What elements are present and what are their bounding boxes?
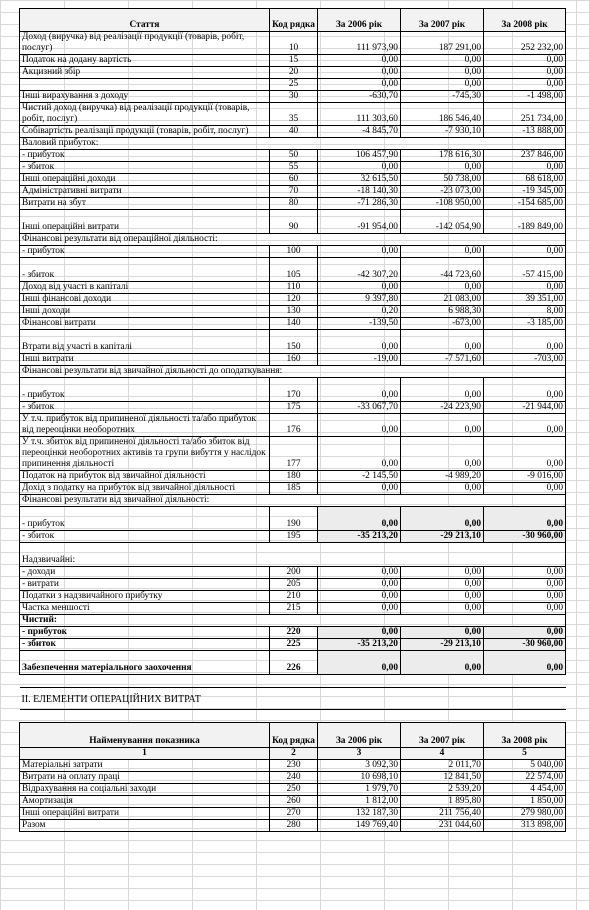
table1-value-2007: 178 616,30 bbox=[401, 150, 484, 162]
table1-row bbox=[20, 531, 566, 543]
table1-value-2006: 0,20 bbox=[318, 306, 401, 318]
table1-label: Адміністративні витрати bbox=[20, 186, 270, 198]
table1-code: 30 bbox=[270, 91, 318, 103]
table1-value-2007: -4 989,20 bbox=[401, 471, 484, 483]
table1-value-2007: 0,00 bbox=[401, 67, 484, 79]
table1-value-2007: -745,30 bbox=[401, 91, 484, 103]
table1-value-2008: 0,00 bbox=[484, 437, 566, 471]
table2-code: 250 bbox=[270, 784, 318, 796]
table1-value-2008: 0,00 bbox=[484, 507, 566, 531]
table1-value-2007: -7 930,10 bbox=[401, 126, 484, 138]
table1-label: Акцизний збір bbox=[20, 67, 270, 79]
table1-code: 35 bbox=[270, 103, 318, 126]
table1-label: Забезпечення матеріального заохочення bbox=[20, 651, 270, 675]
table2-value-2007: 231 044,60 bbox=[401, 820, 484, 832]
table1-value-2006: 9 397,80 bbox=[318, 294, 401, 306]
table1-label: Дохід з податку на прибуток від звичайної діяльності bbox=[20, 483, 270, 495]
table1-code: 50 bbox=[270, 150, 318, 162]
table1-code: 105 bbox=[270, 258, 318, 282]
table2-header-cell: Код рядка bbox=[270, 723, 318, 748]
table1-value-2008: 0,00 bbox=[484, 414, 566, 437]
table1-value-2006: -35 213,20 bbox=[318, 639, 401, 651]
table1-value-2008: 0,00 bbox=[484, 55, 566, 67]
table1-value-2006: -2 145,50 bbox=[318, 471, 401, 483]
table1-label: Витрати на збут bbox=[20, 198, 270, 210]
table1-value-2007: 6 988,30 bbox=[401, 306, 484, 318]
section2-title: II. ЕЛЕМЕНТИ ОПЕРАЦІЙНИХ ВИТРАТ bbox=[21, 694, 201, 705]
table2-number-row bbox=[20, 748, 566, 760]
table1-value-2006: 0,00 bbox=[318, 246, 401, 258]
spacer-cell bbox=[318, 710, 401, 723]
table1-code: 15 bbox=[270, 55, 318, 67]
table1-value-2008: 237 846,00 bbox=[484, 150, 566, 162]
table1-row bbox=[20, 543, 566, 567]
table1-value-2008: -19 345,00 bbox=[484, 186, 566, 198]
table1-label: Інші операційні витрати bbox=[20, 210, 270, 234]
table2-label: Витрати на оплату праці bbox=[20, 772, 270, 784]
table1-code: 176 bbox=[270, 414, 318, 437]
table1-label: - прибуток bbox=[20, 627, 270, 639]
table1-code: 205 bbox=[270, 579, 318, 591]
table2-column-number: 3 bbox=[318, 748, 401, 760]
table1-value-2006: 106 457,90 bbox=[318, 150, 401, 162]
table1-header-cell: За 2008 рік bbox=[484, 9, 566, 32]
table1-label: - прибуток bbox=[20, 246, 270, 258]
table1-row bbox=[20, 354, 566, 366]
table1-value-2006: -18 140,30 bbox=[318, 186, 401, 198]
table2-value-2008: 1 850,00 bbox=[484, 796, 566, 808]
table1-value-2006: 0,00 bbox=[318, 603, 401, 615]
table2-column-number: 5 bbox=[484, 748, 566, 760]
table1-value-2007: 21 083,00 bbox=[401, 294, 484, 306]
table1-value-2006: 0,00 bbox=[318, 437, 401, 471]
table1-value-2008: 8,00 bbox=[484, 306, 566, 318]
table1-row bbox=[20, 507, 566, 531]
table1-label: Інші фінансові доходи bbox=[20, 294, 270, 306]
table2-row bbox=[20, 796, 566, 808]
spacer-cell bbox=[270, 675, 318, 688]
spacer-cell bbox=[401, 675, 484, 688]
table2-column-number: 1 bbox=[20, 748, 270, 760]
table2-value-2006: 132 187,30 bbox=[318, 808, 401, 820]
table1-value-2008: -3 185,00 bbox=[484, 318, 566, 330]
table1-value-2006: -630,70 bbox=[318, 91, 401, 103]
table1-value-2007: 0,00 bbox=[401, 591, 484, 603]
table1-code: 190 bbox=[270, 507, 318, 531]
table2-row bbox=[20, 760, 566, 772]
table2-value-2008: 4 454,00 bbox=[484, 784, 566, 796]
table1-value-2008: -9 016,00 bbox=[484, 471, 566, 483]
table1-row bbox=[20, 174, 566, 186]
table1-value-2007: 0,00 bbox=[401, 651, 484, 675]
table1-value-2008: 0,00 bbox=[484, 162, 566, 174]
table1-value-2008: -13 888,00 bbox=[484, 126, 566, 138]
table1-value-2007: 0,00 bbox=[401, 437, 484, 471]
spacer-cell bbox=[20, 675, 270, 688]
table1-row bbox=[20, 318, 566, 330]
spacer-cell bbox=[20, 710, 270, 723]
table1-value-2006: 0,00 bbox=[318, 483, 401, 495]
table2-row bbox=[20, 808, 566, 820]
table1-code: 55 bbox=[270, 162, 318, 174]
table1-code: 110 bbox=[270, 282, 318, 294]
table1-value-2008: 251 734,00 bbox=[484, 103, 566, 126]
table1-value-2008: 0,00 bbox=[484, 246, 566, 258]
table1-code: 150 bbox=[270, 330, 318, 354]
table2-label: Амортизація bbox=[20, 796, 270, 808]
table1-label: Доход (виручка) від реалізації продукції (товарів, робіт, послуг) bbox=[20, 32, 270, 55]
table1-code: 90 bbox=[270, 210, 318, 234]
table1-code: 175 bbox=[270, 402, 318, 414]
table2-label: Разом bbox=[20, 820, 270, 832]
table1-value-2006: 0,00 bbox=[318, 651, 401, 675]
table1-code: 226 bbox=[270, 651, 318, 675]
table1-code: 80 bbox=[270, 198, 318, 210]
table1-label bbox=[20, 79, 270, 91]
table1-label: - збиток bbox=[20, 162, 270, 174]
table2-code: 230 bbox=[270, 760, 318, 772]
table2-label: Відрахування на соціальні заходи bbox=[20, 784, 270, 796]
financial-report-table bbox=[19, 8, 566, 832]
table1-value-2006: 0,00 bbox=[318, 55, 401, 67]
table1-row bbox=[20, 282, 566, 294]
table1-row bbox=[20, 414, 566, 437]
table1-value-2006: 0,00 bbox=[318, 67, 401, 79]
table1-label: Частка меншості bbox=[20, 603, 270, 615]
table1-row bbox=[20, 294, 566, 306]
table1-value-2007: -23 073,00 bbox=[401, 186, 484, 198]
table1-value-2008: -21 944,00 bbox=[484, 402, 566, 414]
table1-row bbox=[20, 366, 566, 378]
table1-value-2006: 0,00 bbox=[318, 627, 401, 639]
table1-row bbox=[20, 162, 566, 174]
table1-row bbox=[20, 150, 566, 162]
table1-value-2008: 0,00 bbox=[484, 579, 566, 591]
table1-value-2006: 0,00 bbox=[318, 507, 401, 531]
table1-value-2008: 0,00 bbox=[484, 67, 566, 79]
table1-row bbox=[20, 198, 566, 210]
table1-label: - прибуток bbox=[20, 378, 270, 402]
table1-value-2007: 50 738,00 bbox=[401, 174, 484, 186]
table1-label: Інші вирахування з доходу bbox=[20, 91, 270, 103]
table1-row bbox=[20, 639, 566, 651]
table1-row bbox=[20, 186, 566, 198]
table1-label: Податок на прибуток від звичайної діяльності bbox=[20, 471, 270, 483]
table1-value-2006: 0,00 bbox=[318, 162, 401, 174]
table1-label: Чистий доход (виручка) від реалізації продукції (товарів, робіт, послуг) bbox=[20, 103, 270, 126]
table1-value-2008: -57 415,00 bbox=[484, 258, 566, 282]
table1-value-2006: 0,00 bbox=[318, 330, 401, 354]
table1-value-2008: -154 685,00 bbox=[484, 198, 566, 210]
table1-label: У т.ч. збиток від припиненої діяльності та/або збиток від переоцінки необоротних активів та групи вибуття у наслідок припинення діяльності bbox=[20, 437, 270, 471]
table1-value-2007: -7 571,60 bbox=[401, 354, 484, 366]
table1-value-2006: 0,00 bbox=[318, 579, 401, 591]
table1-value-2007: 0,00 bbox=[401, 55, 484, 67]
table2-label: Матеріальні затрати bbox=[20, 760, 270, 772]
table1-code: 210 bbox=[270, 591, 318, 603]
table2-header-cell: За 2006 рік bbox=[318, 723, 401, 748]
table1-row bbox=[20, 603, 566, 615]
table1-value-2008: 0,00 bbox=[484, 651, 566, 675]
table1-value-2007: -108 950,00 bbox=[401, 198, 484, 210]
table1-label: - доходи bbox=[20, 567, 270, 579]
table1-row bbox=[20, 234, 566, 246]
table1-value-2008: 252 232,00 bbox=[484, 32, 566, 55]
table2-value-2008: 279 980,00 bbox=[484, 808, 566, 820]
table1-value-2007: -29 213,10 bbox=[401, 531, 484, 543]
table1-value-2008: 0,00 bbox=[484, 282, 566, 294]
table1-value-2007: 0,00 bbox=[401, 330, 484, 354]
table1-code: 60 bbox=[270, 174, 318, 186]
table2-header-cell: За 2008 рік bbox=[484, 723, 566, 748]
table2-value-2008: 22 574,00 bbox=[484, 772, 566, 784]
table1-code: 225 bbox=[270, 639, 318, 651]
table1-value-2008: 0,00 bbox=[484, 483, 566, 495]
table1-label: Фінансові витрати bbox=[20, 318, 270, 330]
table1-label: Інші доходи bbox=[20, 306, 270, 318]
table1-value-2007: -24 223,90 bbox=[401, 402, 484, 414]
spacer-cell bbox=[484, 710, 566, 723]
table1-value-2008: 0,00 bbox=[484, 330, 566, 354]
table1-label: Доход від участі в капіталі bbox=[20, 282, 270, 294]
table1-value-2007: 0,00 bbox=[401, 414, 484, 437]
table1-section-label: Фінансові результати від звичайної діяльності до оподаткування: bbox=[20, 366, 566, 378]
table1-row bbox=[20, 591, 566, 603]
table2-code: 240 bbox=[270, 772, 318, 784]
table1-row bbox=[20, 306, 566, 318]
table1-label: - збиток bbox=[20, 531, 270, 543]
table1-value-2008: 0,00 bbox=[484, 567, 566, 579]
table1-code: 215 bbox=[270, 603, 318, 615]
table1-row bbox=[20, 579, 566, 591]
table1-row bbox=[20, 55, 566, 67]
table1-value-2006: -4 845,70 bbox=[318, 126, 401, 138]
table1-label: У т.ч. прибуток від припиненої діяльності та/або прибуток від переоцінки необоротних bbox=[20, 414, 270, 437]
table1-value-2006: 0,00 bbox=[318, 591, 401, 603]
table1-value-2006: 111 973,90 bbox=[318, 32, 401, 55]
table1-section-label: Фінансові результати від операційної діяльності: bbox=[20, 234, 566, 246]
table1-value-2006: 0,00 bbox=[318, 567, 401, 579]
table1-value-2007: -29 213,10 bbox=[401, 639, 484, 651]
table1-row bbox=[20, 258, 566, 282]
table1-value-2008: 0,00 bbox=[484, 627, 566, 639]
table1-code: 70 bbox=[270, 186, 318, 198]
spacer-row bbox=[20, 675, 566, 688]
table1-code: 185 bbox=[270, 483, 318, 495]
table1-value-2008: -189 849,00 bbox=[484, 210, 566, 234]
table1-row bbox=[20, 402, 566, 414]
table1-header-cell: Стаття bbox=[20, 9, 270, 32]
table2-value-2008: 5 040,00 bbox=[484, 760, 566, 772]
spacer-cell bbox=[318, 675, 401, 688]
table2-header-row bbox=[20, 723, 566, 748]
spacer-cell bbox=[401, 710, 484, 723]
table1-value-2008: -1 498,00 bbox=[484, 91, 566, 103]
table1-label: Інші витрати bbox=[20, 354, 270, 366]
table1-code: 195 bbox=[270, 531, 318, 543]
spacer-row bbox=[20, 710, 566, 723]
table1-value-2008: -30 960,00 bbox=[484, 639, 566, 651]
table1-label: - прибуток bbox=[20, 150, 270, 162]
table1-row bbox=[20, 246, 566, 258]
table2-value-2007: 2 011,70 bbox=[401, 760, 484, 772]
table1-value-2008: -30 960,00 bbox=[484, 531, 566, 543]
table2-value-2006: 1 979,70 bbox=[318, 784, 401, 796]
table1-label: - збиток bbox=[20, 402, 270, 414]
table1-code: 10 bbox=[270, 32, 318, 55]
table1-value-2007: -673,00 bbox=[401, 318, 484, 330]
table1-value-2006: -19,00 bbox=[318, 354, 401, 366]
table1-value-2008: 0,00 bbox=[484, 378, 566, 402]
table2-code: 270 bbox=[270, 808, 318, 820]
table1-header-cell: Код рядка bbox=[270, 9, 318, 32]
table1-value-2008: 0,00 bbox=[484, 591, 566, 603]
table1-row bbox=[20, 437, 566, 471]
table1-row bbox=[20, 483, 566, 495]
table1-value-2007: 0,00 bbox=[401, 162, 484, 174]
table1-section-label: Надзвичайні: bbox=[20, 543, 566, 567]
table1-row bbox=[20, 138, 566, 150]
table1-row bbox=[20, 103, 566, 126]
table2-row bbox=[20, 784, 566, 796]
table1-code: 20 bbox=[270, 67, 318, 79]
table1-value-2007: 0,00 bbox=[401, 627, 484, 639]
table2-value-2007: 1 895,80 bbox=[401, 796, 484, 808]
table1-row bbox=[20, 627, 566, 639]
table1-value-2007: 0,00 bbox=[401, 282, 484, 294]
table1-value-2006: 0,00 bbox=[318, 79, 401, 91]
spacer-cell bbox=[270, 710, 318, 723]
table1-code: 120 bbox=[270, 294, 318, 306]
table1-code: 177 bbox=[270, 437, 318, 471]
table1-value-2007: 0,00 bbox=[401, 79, 484, 91]
table1-code: 200 bbox=[270, 567, 318, 579]
report-body bbox=[20, 9, 566, 832]
table1-value-2007: 0,00 bbox=[401, 603, 484, 615]
table1-value-2007: -142 054,90 bbox=[401, 210, 484, 234]
table2-header-cell: За 2007 рік bbox=[401, 723, 484, 748]
table2-value-2006: 149 769,40 bbox=[318, 820, 401, 832]
table2-value-2006: 1 812,00 bbox=[318, 796, 401, 808]
table1-row bbox=[20, 378, 566, 402]
table1-row bbox=[20, 471, 566, 483]
section-title-row bbox=[20, 688, 566, 710]
table1-row bbox=[20, 91, 566, 103]
table1-value-2007: 0,00 bbox=[401, 579, 484, 591]
table1-value-2007: 0,00 bbox=[401, 246, 484, 258]
table1-value-2008: 39 351,00 bbox=[484, 294, 566, 306]
table1-value-2007: 0,00 bbox=[401, 567, 484, 579]
table1-value-2006: 0,00 bbox=[318, 378, 401, 402]
table1-value-2008: 0,00 bbox=[484, 603, 566, 615]
table1-code: 25 bbox=[270, 79, 318, 91]
spacer-cell bbox=[484, 675, 566, 688]
table1-code: 40 bbox=[270, 126, 318, 138]
table1-row bbox=[20, 32, 566, 55]
table1-header-cell: За 2006 рік bbox=[318, 9, 401, 32]
table2-row bbox=[20, 772, 566, 784]
table2-row bbox=[20, 820, 566, 832]
table1-header-row bbox=[20, 9, 566, 32]
table1-value-2007: -44 723,60 bbox=[401, 258, 484, 282]
table1-row bbox=[20, 330, 566, 354]
table1-value-2008: -703,00 bbox=[484, 354, 566, 366]
table1-label: - збиток bbox=[20, 258, 270, 282]
table1-row bbox=[20, 67, 566, 79]
table1-row bbox=[20, 567, 566, 579]
table2-code: 280 bbox=[270, 820, 318, 832]
table1-row bbox=[20, 210, 566, 234]
table1-label: Собівартість реалізації продукції (товарів, робіт, послуг) bbox=[20, 126, 270, 138]
table2-value-2007: 12 841,50 bbox=[401, 772, 484, 784]
table1-value-2006: -139,50 bbox=[318, 318, 401, 330]
table1-row bbox=[20, 615, 566, 627]
table2-label: Інші операційні витрати bbox=[20, 808, 270, 820]
table1-value-2007: 187 291,00 bbox=[401, 32, 484, 55]
table1-code: 130 bbox=[270, 306, 318, 318]
table1-value-2006: -71 286,30 bbox=[318, 198, 401, 210]
table1-header-cell: За 2007 рік bbox=[401, 9, 484, 32]
table1-code: 220 bbox=[270, 627, 318, 639]
table1-code: 170 bbox=[270, 378, 318, 402]
table2-column-number: 2 bbox=[270, 748, 318, 760]
table1-value-2007: 186 546,40 bbox=[401, 103, 484, 126]
table1-row bbox=[20, 126, 566, 138]
table1-code: 140 bbox=[270, 318, 318, 330]
table1-label: Податки з надзвичайного прибутку bbox=[20, 591, 270, 603]
table1-value-2008: 68 618,00 bbox=[484, 174, 566, 186]
table2-value-2006: 3 092,30 bbox=[318, 760, 401, 772]
table1-code: 100 bbox=[270, 246, 318, 258]
table1-value-2006: 0,00 bbox=[318, 414, 401, 437]
table2-value-2007: 211 756,40 bbox=[401, 808, 484, 820]
table2-code: 260 bbox=[270, 796, 318, 808]
table1-section-label: Чистий: bbox=[20, 615, 566, 627]
table1-value-2006: -42 307,20 bbox=[318, 258, 401, 282]
table1-label: Інші операційні доходи bbox=[20, 174, 270, 186]
table1-code: 160 bbox=[270, 354, 318, 366]
table2-value-2007: 2 539,20 bbox=[401, 784, 484, 796]
table1-value-2006: 111 303,60 bbox=[318, 103, 401, 126]
table1-row bbox=[20, 79, 566, 91]
table1-label: Втрати від участі в капіталі bbox=[20, 330, 270, 354]
table1-value-2007: 0,00 bbox=[401, 378, 484, 402]
table1-value-2006: 32 615,50 bbox=[318, 174, 401, 186]
table1-section-label: Фінансові результати від звичайної діяльності: bbox=[20, 495, 566, 507]
table1-value-2006: -33 067,70 bbox=[318, 402, 401, 414]
table1-value-2008: 0,00 bbox=[484, 79, 566, 91]
table1-row bbox=[20, 651, 566, 675]
table2-value-2006: 10 698,10 bbox=[318, 772, 401, 784]
table1-label: Податок на додану вартість bbox=[20, 55, 270, 67]
table1-code: 180 bbox=[270, 471, 318, 483]
table1-row bbox=[20, 495, 566, 507]
table1-value-2006: -91 954,00 bbox=[318, 210, 401, 234]
table1-value-2006: -35 213,20 bbox=[318, 531, 401, 543]
table1-value-2006: 0,00 bbox=[318, 282, 401, 294]
table2-value-2008: 313 898,00 bbox=[484, 820, 566, 832]
table1-value-2007: 0,00 bbox=[401, 483, 484, 495]
table2-column-number: 4 bbox=[401, 748, 484, 760]
table1-label: - збиток bbox=[20, 639, 270, 651]
table1-label: - витрати bbox=[20, 579, 270, 591]
table1-section-label: Валовий прибуток: bbox=[20, 138, 566, 150]
table1-label: - прибуток bbox=[20, 507, 270, 531]
table2-header-cell: Найменування показника bbox=[20, 723, 270, 748]
table1-value-2007: 0,00 bbox=[401, 507, 484, 531]
